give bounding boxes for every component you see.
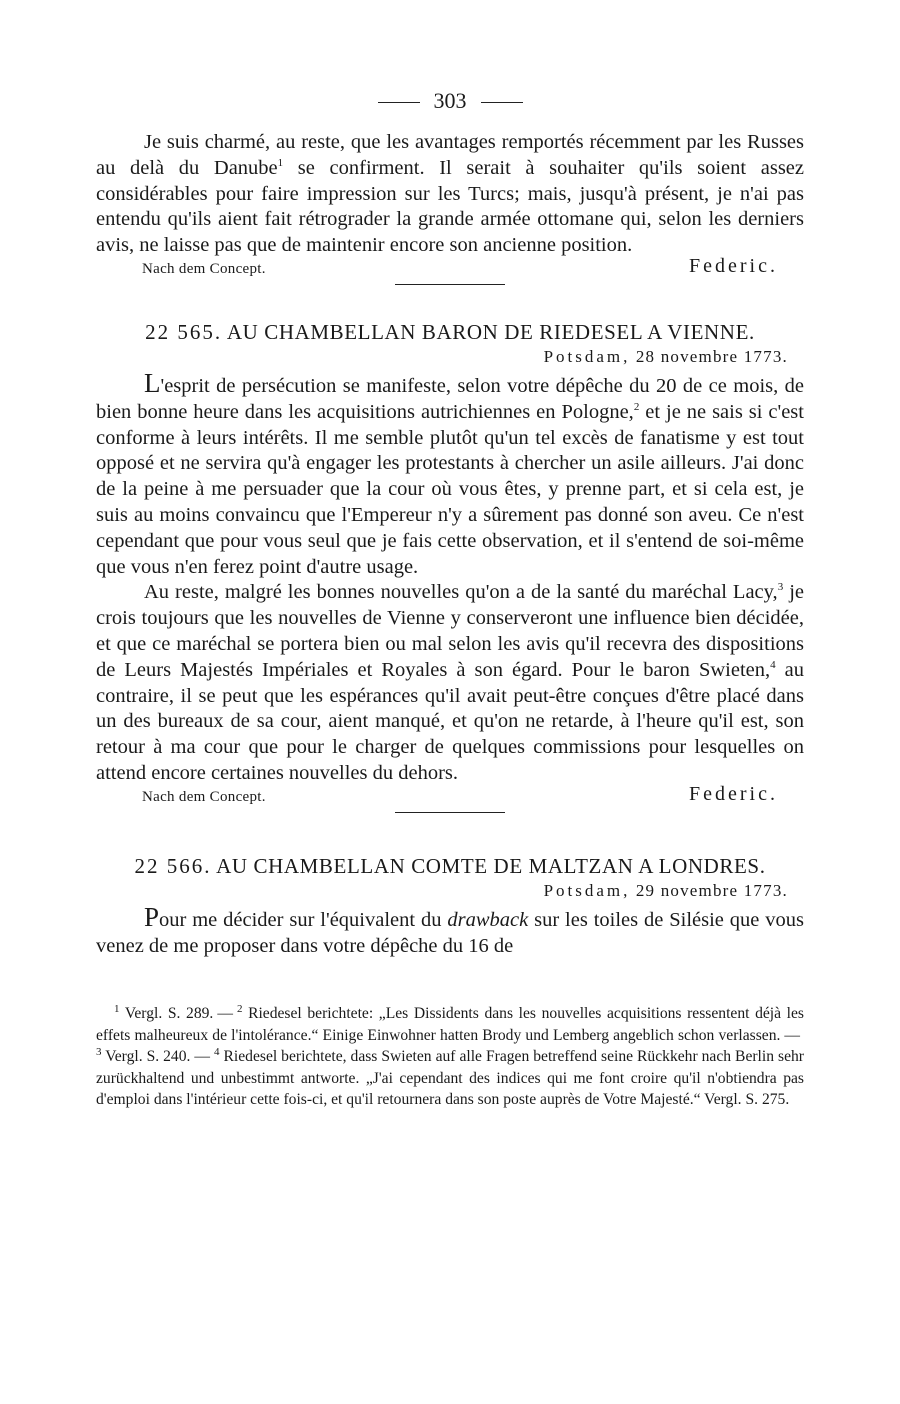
footnote-separator: — <box>194 1048 211 1066</box>
paragraph-text: et je ne sais si c'est conforme à leurs intérêts. Il me semble plutôt qu'un tel excès de fanatisme y est tout opposé et ne servira qu'à engager les protestants à chercher un asile ailleurs. J'ai donc de la peine à me persuader que la cour où vous êtes, y prenne part, et si cela est, je suis au moins convaincu que l'Empereur n'y a sûrement pas donné son aveu. Ce n'est cependant que pour vous seul que je fais cette observation, et il s'entend de soi-même que vous n'en ferez point d'autre usage. <box>96 400 804 578</box>
footnote-mark: 3 <box>96 1046 102 1059</box>
initial-letter: P <box>144 901 160 932</box>
paragraph-text: 'esprit de persécution se manifeste, selon votre dépêche du 20 de ce mois, de bien bonne heure dans les acquisitions autrichiennes en Pologne, <box>96 374 804 423</box>
letter-paragraph <box>96 580 804 786</box>
footnote-separator: — <box>784 1026 800 1044</box>
paragraph-text: je crois toujours que les nouvelles de Vienne y conserveront une influence bien décidée, et que ce maréchal se portera bien ou mal selon les avis qu'il recevra des dispositions de Leurs Majestés Impériales et Royales à son égard. Pour le baron Swieten, <box>96 581 804 681</box>
section-divider <box>395 812 505 813</box>
paragraph-text: sur les toiles de Silésie que vous venez de me proposer dans votre dépêche du 16 de <box>96 908 804 957</box>
footnote-text: Vergl. S. 240. <box>105 1048 191 1066</box>
footnote-text: Vergl. S. 289. <box>124 1005 214 1023</box>
letter-heading <box>96 853 804 879</box>
footnote-ref: 2 <box>633 400 640 413</box>
continued-letter <box>96 130 804 285</box>
signature: Federic. <box>689 254 778 277</box>
place-date <box>96 347 804 367</box>
source-note: Nach dem Concept. <box>142 260 266 277</box>
footnote <box>114 1005 213 1022</box>
paragraph-text: our me décider sur l'équivalent du <box>159 908 448 931</box>
footnote-ref: 4 <box>770 658 776 671</box>
page-number-text: 303 <box>433 88 467 113</box>
footnote-mark: 1 <box>114 1003 120 1016</box>
initial-letter: L <box>144 367 161 398</box>
source-note: Nach dem Concept. <box>142 788 266 805</box>
letter-title: AU CHAMBELLAN BARON DE RIEDESEL A VIENNE. <box>226 319 755 344</box>
footnote-mark: 2 <box>236 1003 243 1016</box>
letter-paragraph <box>96 901 804 960</box>
footnote-text: Riedesel berichtete, dass Swieten auf alle Fragen betreffend seine Rückkehr nach Berlin sehr zurückhaltend und unbestimmt antworte. „J'ai cependant des indices qui me font croire qu'il n'obtiendra pas d'emploi dans l'intérieur cette fois-ci, et qu'il retournera dans son poste auprès de Votre Majesté.“ Vergl. S. 275. <box>96 1048 804 1109</box>
letter-paragraph <box>96 367 804 580</box>
document-page <box>96 88 804 1111</box>
paragraph-text: se confirment. Il serait à souhaiter qu'ils soient assez considérables pour faire impression sur les Turcs; mais, jusqu'à présent, je n'ai pas entendu qu'ils aient fait rétrograder la grande armée ottomane qui, selon les derniers avis, ne laisse pas que de maintenir encore son ancienne position. <box>96 156 804 257</box>
letter-number: 22 565. <box>145 319 223 344</box>
footnote-mark: 4 <box>214 1046 220 1059</box>
place: Potsdam, <box>543 346 631 366</box>
continued-paragraph <box>96 130 804 259</box>
place: Potsdam, <box>543 880 631 900</box>
footnote-ref: 3 <box>777 581 784 594</box>
signature-row <box>96 254 804 278</box>
date: 28 novembre 1773. <box>635 346 788 366</box>
paragraph-text: au contraire, il se peut que les espérances qu'il avait peut-être conçues d'être placé dans un des bureaux de sa cour, aient manqué, et qu'on ne retarde, à l'heure qu'il est, son retour à ma cour que pour le charger de quelques commissions pour lesquelles on attend encore certaines nouvelles du dehors. <box>96 658 804 784</box>
footnote-ref: 1 <box>277 156 284 169</box>
page-number <box>96 88 804 114</box>
footnote-separator: — <box>217 1005 233 1023</box>
place-date <box>96 881 804 901</box>
italic-term: drawback <box>447 908 529 931</box>
footnote <box>96 1048 190 1065</box>
paragraph-text: Au reste, malgré les bonnes nouvelles qu'on a de la santé du maréchal Lacy, <box>144 581 778 604</box>
letter-22565 <box>96 319 804 813</box>
date: 29 novembre 1773. <box>635 880 788 900</box>
letter-22566 <box>96 853 804 960</box>
footnote-text: Riedesel berichtete: „Les Dissidents dans les nouvelles acquisitions ressentent déjà les effets malheureux de l'intolérance.“ Einige Einwohner hatten Brody und Lemberg angeblich schon verlassen. <box>96 1005 804 1044</box>
footnotes <box>96 1003 804 1111</box>
letter-heading <box>96 319 804 345</box>
page-number-dash-right <box>481 102 523 103</box>
paragraph-text: Je suis charmé, au reste, que les avantages remportés récemment par les Russes au delà du Danube <box>96 131 804 179</box>
signature-row <box>96 782 804 806</box>
letter-number: 22 566. <box>134 853 212 878</box>
signature: Federic. <box>689 782 778 805</box>
section-divider <box>395 284 505 285</box>
letter-title: AU CHAMBELLAN COMTE DE MALTZAN A LONDRES. <box>216 853 766 878</box>
page-number-dash-left <box>378 102 420 103</box>
